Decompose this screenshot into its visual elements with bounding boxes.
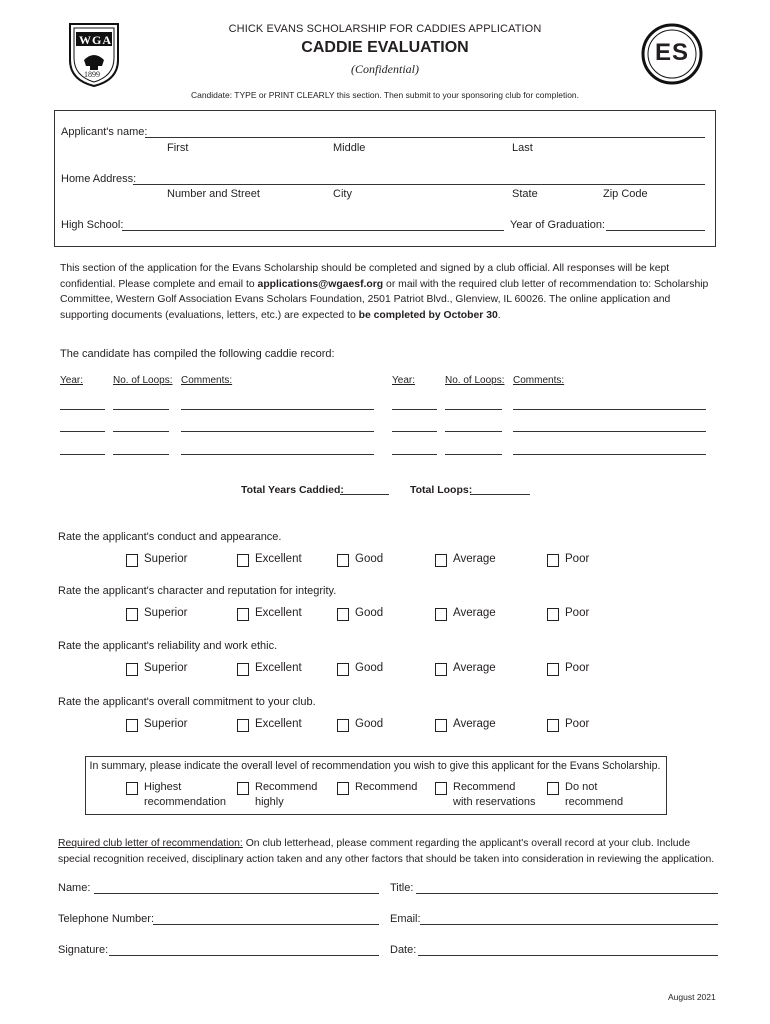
rating-option-label: Excellent — [255, 718, 302, 730]
checkbox[interactable] — [435, 719, 447, 732]
name-label: Name: — [58, 882, 91, 894]
checkbox[interactable] — [547, 608, 559, 621]
rating-option-label: Good — [355, 662, 384, 674]
col-comments-right: Comments: — [513, 375, 565, 386]
rating-option-label: Average — [453, 553, 496, 565]
rating-option-superior[interactable] — [126, 717, 187, 732]
revision-date: August 2021 — [668, 992, 716, 1002]
record-comments-field[interactable] — [181, 454, 374, 455]
record-year-field[interactable] — [392, 409, 437, 410]
summary-option[interactable] — [435, 780, 536, 810]
record-comments-field[interactable] — [513, 431, 706, 432]
rating-question: Rate the applicant's overall commitment to your club. — [58, 696, 316, 708]
checkbox[interactable] — [547, 554, 559, 567]
applicant-name-label: Applicant's name: — [61, 126, 148, 138]
telephone-field[interactable] — [153, 924, 379, 925]
intro-text-1: This section of the application for the Evans Scholarship should be completed and signed by a club official. All responses will be kept confidential. Please complete and email to — [60, 263, 670, 290]
col-loops-right: No. of Loops: — [445, 375, 505, 386]
rating-option-average[interactable] — [435, 661, 496, 676]
total-years-label: Total Years Caddied: — [241, 484, 344, 496]
record-lead: The candidate has compiled the following caddie record: — [60, 348, 335, 360]
rating-option-poor[interactable] — [547, 606, 589, 621]
col-year-right: Year: — [392, 375, 415, 386]
candidate-section — [54, 110, 716, 247]
rating-option-excellent[interactable] — [237, 552, 302, 567]
rating-option-label: Average — [453, 607, 496, 619]
summary-option-line2: recommend — [565, 796, 624, 808]
checkbox[interactable] — [237, 608, 249, 621]
page-subtitle: (Confidential) — [351, 62, 419, 76]
official-title-field[interactable] — [416, 893, 718, 894]
record-loops-field[interactable] — [445, 409, 502, 410]
rating-option-label: Poor — [565, 718, 590, 730]
rating-option-superior[interactable] — [126, 606, 187, 621]
summary-option-line1: Recommend — [255, 781, 318, 793]
rating-option-label: Good — [355, 607, 384, 619]
rating-option-label: Superior — [144, 607, 188, 619]
summary-option-label — [144, 780, 226, 810]
total-years-field[interactable] — [340, 494, 389, 495]
summary-option-line1: Highest — [144, 781, 182, 793]
checkbox[interactable] — [547, 782, 559, 795]
rating-option-average[interactable] — [435, 606, 496, 621]
address-city-caption: City — [333, 188, 352, 200]
summary-option-line2: with reservations — [453, 796, 536, 808]
official-email-field[interactable] — [420, 924, 718, 925]
rating-option-superior[interactable] — [126, 661, 187, 676]
title-label: Title: — [390, 882, 414, 894]
record-year-field[interactable] — [392, 431, 437, 432]
rating-option-poor[interactable] — [547, 552, 589, 567]
rating-option-label: Average — [453, 662, 496, 674]
summary-option-line1: Do not — [565, 781, 598, 793]
rating-option-good[interactable] — [337, 661, 383, 676]
rating-option-average[interactable] — [435, 717, 496, 732]
summary-option[interactable] — [337, 780, 417, 795]
name-last-caption: Last — [512, 142, 533, 154]
summary-option[interactable] — [547, 780, 623, 810]
summary-option[interactable] — [237, 780, 317, 810]
wga-logo-text: WGA — [79, 33, 112, 47]
record-year-field[interactable] — [60, 454, 105, 455]
record-year-field[interactable] — [60, 409, 105, 410]
summary-option-label — [355, 780, 417, 795]
rating-option-label: Poor — [565, 553, 590, 565]
col-loops-left: No. of Loops: — [113, 375, 173, 386]
summary-option-line2: recommendation — [144, 796, 226, 808]
checkbox[interactable] — [435, 554, 447, 567]
home-address-label: Home Address: — [61, 173, 137, 185]
es-logo — [641, 23, 703, 85]
total-loops-label: Total Loops: — [410, 484, 473, 496]
col-comments-left: Comments: — [181, 375, 233, 386]
rating-option-label: Poor — [565, 662, 590, 674]
rating-option-good[interactable] — [337, 552, 383, 567]
checkbox[interactable] — [126, 719, 138, 732]
intro-text-3: . — [497, 309, 501, 321]
rating-option-superior[interactable] — [126, 552, 187, 567]
rating-question: Rate the applicant's character and reputation for integrity. — [58, 585, 337, 597]
record-comments-field[interactable] — [181, 431, 374, 432]
col-year-left: Year: — [60, 375, 83, 386]
checkbox[interactable] — [435, 782, 447, 795]
checkbox[interactable] — [126, 782, 138, 795]
checkbox[interactable] — [126, 554, 138, 567]
graduation-year-field[interactable] — [606, 230, 705, 231]
summary-option-label — [255, 780, 317, 810]
home-address-field[interactable] — [133, 184, 705, 185]
record-loops-field[interactable] — [113, 409, 169, 410]
rating-option-label: Excellent — [255, 607, 302, 619]
record-comments-field[interactable] — [181, 409, 374, 410]
checkbox[interactable] — [237, 663, 249, 676]
rating-option-label: Superior — [144, 553, 188, 565]
rating-option-poor[interactable] — [547, 661, 589, 676]
record-loops-field[interactable] — [113, 454, 169, 455]
rating-option-label: Good — [355, 553, 384, 565]
applicant-name-field[interactable] — [145, 137, 705, 138]
date-field[interactable] — [418, 955, 718, 956]
rating-option-label: Excellent — [255, 662, 302, 674]
rating-option-good[interactable] — [337, 606, 383, 621]
summary-option[interactable] — [126, 780, 226, 810]
record-loops-field[interactable] — [445, 431, 502, 432]
address-state-caption: State — [512, 188, 538, 200]
total-loops-field[interactable] — [470, 494, 530, 495]
high-school-field[interactable] — [122, 230, 504, 231]
checkbox[interactable] — [126, 608, 138, 621]
rating-option-excellent[interactable] — [237, 717, 302, 732]
rating-option-excellent[interactable] — [237, 661, 302, 676]
summary-option-line1: Recommend — [355, 781, 418, 793]
date-label: Date: — [390, 944, 417, 956]
page-title: CADDIE EVALUATION — [301, 39, 469, 56]
checkbox[interactable] — [237, 719, 249, 732]
rating-option-label: Excellent — [255, 553, 302, 565]
high-school-label: High School: — [61, 219, 124, 231]
letter-text: On club letterhead, please comment regarding the applicant's overall record at your club. Include special recognition received, disciplinary action taken and any other factors that should be taken into consideration in reviewing the application. — [58, 838, 715, 865]
email-label: Email: — [390, 913, 421, 925]
telephone-label: Telephone Number: — [58, 913, 155, 925]
checkbox[interactable] — [337, 608, 349, 621]
record-loops-field[interactable] — [445, 454, 502, 455]
rating-question: Rate the applicant's conduct and appearance. — [58, 531, 282, 543]
graduation-year-label: Year of Graduation: — [510, 219, 605, 231]
signature-field[interactable] — [109, 955, 379, 956]
rating-option-good[interactable] — [337, 717, 383, 732]
checkbox[interactable] — [547, 663, 559, 676]
checkbox[interactable] — [337, 663, 349, 676]
official-name-field[interactable] — [94, 893, 379, 894]
candidate-instruction: Candidate: TYPE or PRINT CLEARLY this section. Then submit to your sponsoring club for completion. — [190, 90, 580, 100]
checkbox[interactable] — [337, 719, 349, 732]
letter-paragraph — [58, 836, 720, 867]
name-first-caption: First — [167, 142, 189, 154]
record-year-field[interactable] — [60, 431, 105, 432]
rating-option-excellent[interactable] — [237, 606, 302, 621]
rating-question: Rate the applicant's reliability and work ethic. — [58, 640, 278, 652]
signature-label: Signature: — [58, 944, 109, 956]
summary-option-line2: highly — [255, 796, 284, 808]
checkbox[interactable] — [435, 663, 447, 676]
rating-option-label: Superior — [144, 718, 188, 730]
deadline-text: be completed by October 30 — [358, 309, 498, 321]
checkbox[interactable] — [337, 782, 349, 795]
program-title: CHICK EVANS SCHOLARSHIP FOR CADDIES APPLICATION — [228, 23, 542, 35]
es-logo-text: ES — [654, 39, 689, 66]
address-street-caption: Number and Street — [167, 188, 260, 200]
checkbox[interactable] — [435, 608, 447, 621]
rating-option-label: Superior — [144, 662, 188, 674]
rating-option-poor[interactable] — [547, 717, 589, 732]
address-zip-caption: Zip Code — [603, 188, 648, 200]
rating-option-label: Average — [453, 718, 496, 730]
summary-option-label — [453, 780, 536, 810]
wga-logo-year: 1899 — [84, 70, 100, 79]
summary-option-line1: Recommend — [453, 781, 516, 793]
record-loops-field[interactable] — [113, 431, 169, 432]
letter-required-label: Required club letter of recommendation: — [58, 838, 243, 849]
record-comments-field[interactable] — [513, 454, 706, 455]
intro-text-2: or mail with the required club letter of recommendation to: Scholarship Committee, Western Golf Association Evans Scholars Foundation, 2501 Patriot Blvd., Glenview, IL 60026. The online application and supporting documents (evaluations, letters, etc.) are expected to — [60, 278, 709, 321]
rating-option-label: Poor — [565, 607, 590, 619]
checkbox[interactable] — [126, 663, 138, 676]
summary-option-label — [565, 780, 623, 810]
checkbox[interactable] — [547, 719, 559, 732]
record-comments-field[interactable] — [513, 409, 706, 410]
submission-email: applications@wgaesf.org — [257, 278, 384, 290]
rating-option-label: Good — [355, 718, 384, 730]
summary-prompt: In summary, please indicate the overall level of recommendation you wish to give this applicant for the Evans Scholarship. — [89, 760, 661, 772]
rating-option-average[interactable] — [435, 552, 496, 567]
name-middle-caption: Middle — [333, 142, 366, 154]
checkbox[interactable] — [337, 554, 349, 567]
checkbox[interactable] — [237, 782, 249, 795]
intro-paragraph — [60, 261, 716, 323]
checkbox[interactable] — [237, 554, 249, 567]
record-year-field[interactable] — [392, 454, 437, 455]
